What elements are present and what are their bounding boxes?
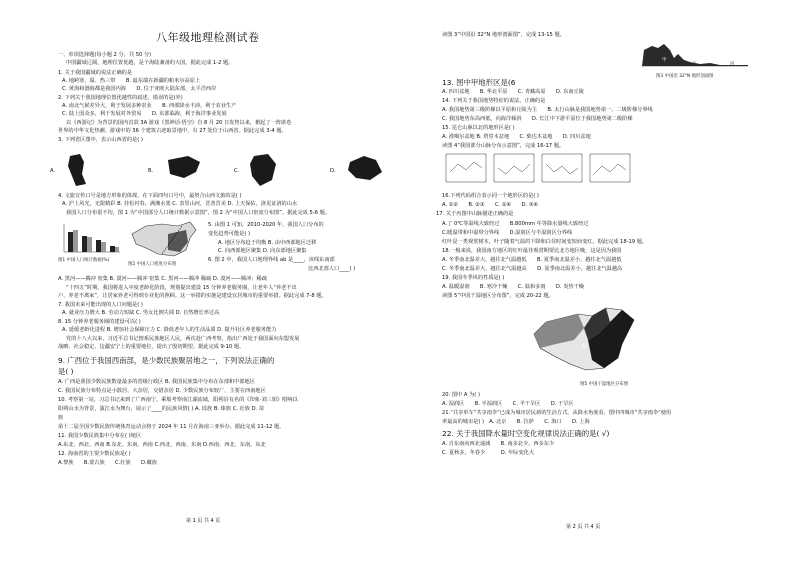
passage-text: 第十二届全国少数民族传统体育运动会将于 2024 年 11 月在海南三亚举办。据此完成 11-12 题。 bbox=[58, 424, 285, 430]
question-text-large: 是( ) bbox=[58, 367, 74, 376]
terrain-profile-figure bbox=[640, 40, 750, 72]
question-text: 12. 海南省的主要少数民族是( ) bbox=[58, 451, 131, 457]
question-text: 16.下列代码组合表示同一个地形区的是( ) bbox=[442, 193, 539, 199]
question-text: 21.“共享单车”共享雨伞“已成为城市居民新的生活方式。从降水角度看，图中四城市”共享雨伞“使用 bbox=[442, 410, 672, 416]
option-label-b: B. bbox=[148, 168, 154, 174]
passage-text: 世界的中华文化热潮。游戏中的 36 个建筑古迹取景地中，有 27 处位于山西省。据此完成 3-4 题。 bbox=[58, 128, 287, 134]
option-line: C. 夏秋多，冬春少 D. 年际变化大 bbox=[442, 450, 535, 456]
option-line: A. 南北气候差异大，利于发展多种农业 B. 西部降水丰沛，利于农业生产 bbox=[62, 103, 237, 109]
option-line: A. ①② B. ②③ C. ①④ D. ③④ bbox=[442, 202, 539, 208]
option-line: A. 延缓老龄化进程 B. 增加社会保障压力 C. 降低老年人的生活品质 D. 提升社区养老服务能力 bbox=[62, 327, 277, 333]
question-text: 17. 关于丙图中山脉描述正确的是 bbox=[436, 211, 514, 217]
option-line: A. 广西是我国少数民族数量最多的省级行政区 B. 我国民族集中分布在东部和中部地区 bbox=[58, 379, 255, 385]
population-bar-figure bbox=[60, 222, 122, 256]
option-line: C. 我国民族分布特点是小散居、大杂居，交错杂居 D. 少数民族分布较广，主要在西南地区 bbox=[58, 388, 266, 394]
question-text: 变化趋势可能是( ) bbox=[208, 231, 251, 237]
question-text: 19. 我国冬季风的性质是( ) bbox=[442, 275, 505, 281]
page-footer: 第 1 页 共 4 页 bbox=[186, 518, 221, 524]
figure-1-caption: 图1 中国人口统计数据(%) bbox=[58, 258, 110, 263]
passage-text: 以《西游记》为背景的国内首款 3A 游戏《黑神话·悟空》自 8 月 20 日发售以来，掀起了一阵席卷 bbox=[66, 120, 292, 126]
section-heading: 一、单项选择题(每小题 2 分，共 50 分) bbox=[58, 52, 152, 58]
option-line: A. 地区分布趋于均衡 B. 由中西部地区迁移 bbox=[218, 240, 317, 246]
passage-text: 读图 5“中国干湿地区分布图”，完成 20-22 题。 bbox=[442, 293, 554, 299]
population-density-map bbox=[128, 220, 200, 260]
question-text-large: 22. 关于我国降水量时空变化规律说法正确的是( √) bbox=[442, 429, 610, 438]
option-line: A.黎族 B.蒙古族 C.壮族 D.藏族 bbox=[58, 460, 158, 466]
passage-text: 读图 4“我国部分山脉分布示意图”，完成 16-17 题。 bbox=[442, 143, 565, 149]
option-line: A. 冬季南北温差大，越往北气温越低 B. 夏季南北温差小，越往北气温越低 bbox=[442, 257, 622, 263]
exam-page-2 bbox=[430, 0, 755, 561]
option-line: A. 自东南向西北递减 B. 南多北少，西多东少 bbox=[442, 441, 555, 447]
question-text-large: 9. 广西位于我国西南部，是少数民族聚居地之一，下列说法正确的 bbox=[58, 356, 275, 365]
passage-text: 党的十八大以来，习近平总书记情系民族地区人民，两次赴广西考察，指出广西处于我国面向东盟发展 bbox=[66, 336, 300, 342]
profile-label-bing: 丙 bbox=[730, 62, 735, 67]
option-line: C. 向西部地区聚集 D. 向东部地区聚集 bbox=[218, 248, 307, 254]
option-line: A. 黑河——腾冲 密集 B. 漠河——腾冲 密集 C. 黑河——腾冲 稀疏 D. 漠河——腾冲；稀疏 bbox=[58, 276, 267, 282]
option-line: A. 沪上风光，无限精彩 B. 挂松衬春，满湘水墨 C. 表里山河，晋善晋美 D. 上天保佑，洛见证洛的山水 bbox=[62, 201, 298, 207]
question-text: 18.一般来说，我国南方地区的红叶最佳观赏期要比北方地区晚，这是因为我国 bbox=[442, 248, 622, 254]
figure-2-caption: 图2 中国人口密度分布图 bbox=[128, 262, 177, 267]
question-text: 3. 下列省区图中，表示山西省的是( ) bbox=[58, 137, 143, 143]
option-line: A.了 0℃等温线大致经过 B.800mm 年等降水量线大致经过 bbox=[442, 221, 589, 227]
question-text: 2. 下列关于我国地理位置优越性的叙述，错误的是(外) bbox=[58, 95, 183, 101]
passage-text: 读图 3“中国沿 32°N 地形剖面图”，完成 13-15 题。 bbox=[442, 32, 565, 38]
passage-text: 战略、社会稳定、边疆安宁上的重要地位，提出了殷切期望。据此完成 9-10 题。 bbox=[58, 344, 245, 350]
option-label-c: C. bbox=[234, 168, 240, 174]
passage-text: “十四五”时期，我国将进入中度老龄化阶段，规划提出建设 15 分钟养老服务圈，让老年人“养老不出 bbox=[66, 285, 297, 291]
option-line: C. 黄海和渤海都是我国内海 D. 位于亚欧大陆东部，太平洋西岸 bbox=[62, 86, 217, 92]
question-text: 10. 考察第一站，习总书记来到了广西南宁，乘船考察南江湖流域，阳朔县有名的《印象·刘三姐》唱响以 bbox=[58, 397, 298, 403]
question-text: 8. 15 分钟养老服务圈的建设可以( ) bbox=[58, 319, 141, 325]
question-text-large: 13. 图中甲地形区是(6 bbox=[442, 78, 516, 87]
option-line: C. 陆上国众多，利于发展对外贸易 D. 东部临海，利于海洋事业发展 bbox=[62, 111, 227, 117]
option-line: A. 准噶尔盆地 B. 塔里木盆地 C. 柴达木盆地 D. 四川盆地 bbox=[442, 134, 591, 140]
option-label-d: D. bbox=[330, 168, 336, 174]
option-line: A. 湿润区 B. 半湿润区 C. 半干旱区 D. 干旱区 bbox=[442, 401, 574, 407]
figure-5-caption: 图5 中国干湿地区分布图 bbox=[580, 382, 629, 387]
question-text: 4. 文旅宣传口号是地方形象的体现。在下面四句口号中，最契合山西文旅的是( ) bbox=[58, 193, 242, 199]
province-shapes-figure bbox=[58, 150, 398, 190]
passage-text: 我国人口分布很不均，图 1 为“中国部分人口统计数据示意图”，图 2 为“中国人口密度分布图”。据此完成 5-6 题。 bbox=[66, 210, 330, 216]
question-text: 族 bbox=[58, 415, 64, 421]
option-line: C. 冬季南北温差大，越往北气温越高 D. 夏季南北温差小，越往北气温越高 bbox=[442, 266, 623, 272]
option-line: A. 四川盆地 B. 华北平原 C. 青藏高原 D. 东南丘陵 bbox=[442, 89, 584, 95]
passage-text: 户，养老不离家”，让居家养老可得到专业化的照顾。这一举措的实施是建设宜居城市的重要举措。据此完成 7-8 题。 bbox=[58, 293, 327, 299]
option-line: A. 地跨寒、温、热三带 B. 最东端在新疆的帕米尔高原上 bbox=[62, 78, 201, 84]
svg-text:A: A bbox=[582, 344, 586, 350]
option-line: A. 我国地势第三级阶梯以平原和丘陵为主 B. 太行山脉是我国地势第一、二级阶梯分界线 bbox=[442, 107, 653, 113]
question-text: 7. 我国未来可能出现的人口问题是( ) bbox=[58, 302, 143, 308]
exam-page-1 bbox=[48, 0, 418, 561]
question-text: 比西北部人口____( ) bbox=[308, 266, 356, 272]
question-text: 率最高的城市是( ) A. 北京 B. 拉萨 C. 海口 D. 上海 bbox=[442, 419, 590, 425]
option-line: A.东北、西北、西南 B.东北、东南、西南 C.西北、西南、东南 D.西南、西北、东南、东北 bbox=[58, 442, 266, 448]
dry-wet-regions-map bbox=[530, 304, 640, 378]
question-text: 5. 由图 1 可知，2010-2020 年，我国人口分布的 bbox=[208, 222, 324, 228]
option-line: C.暖温带和中温带分界线 D.湿润区与半湿润区分界线 bbox=[442, 230, 573, 236]
question-text: 11. 我国少数民族集中分布在( )地区 bbox=[58, 433, 142, 439]
question-text: 14. 下列关于我国地势特征的说法，正确的是 bbox=[442, 98, 546, 104]
option-label-a: A. bbox=[50, 168, 56, 174]
figure-3-caption: 图3 中国沿 32°N 地形剖面图 bbox=[656, 74, 714, 79]
profile-label-jia: 甲 bbox=[662, 58, 667, 63]
page-footer: 第 2 页 共 4 页 bbox=[566, 524, 601, 530]
option-line: A. 就业压力增大 B. 劳动力短缺 C. 男女比例失调 D. 自然增长率过高 bbox=[62, 310, 220, 316]
profile-label-yi: 乙 bbox=[692, 62, 697, 67]
question-text: 阳朔山水为背景，演江水为舞台，展示了____的民族风情( ) A. 瑶族 B. 傣族 C. 壮族 D. 苗 bbox=[58, 406, 265, 412]
question-text: 6. 图 2 中，我国人口地理界线 ab 是____，该线东南部 bbox=[208, 257, 335, 263]
option-line: C. 我国地势东高西低，向海洋倾斜 D. 长江中下游平原位于我国地势第二级阶梯 bbox=[442, 116, 633, 122]
passage-text: 红叶是一类观赏树木，叶子随着气温的下降和白昼时间变短而变红。据此完成 18-19 题。 bbox=[442, 239, 648, 245]
exam-title: 八年级地理检测试卷 bbox=[156, 31, 260, 44]
question-text: 20. 图中 A 为( ) bbox=[442, 392, 481, 398]
passage-text: 中国疆域辽阔，地理位置优越，是个海陆兼备的大国。据此完成 1-2 题。 bbox=[66, 60, 234, 66]
question-text: 1. 关于我国疆域的说法正确的是 bbox=[58, 70, 133, 76]
mountain-range-figure bbox=[444, 152, 644, 186]
question-text: 15. 昆仑山脉以北的地形区是( ) bbox=[442, 125, 515, 131]
option-line: A. 温暖湿润 B. 寒冷干燥 C. 温和多雨 D. 炎热干燥 bbox=[442, 284, 584, 290]
